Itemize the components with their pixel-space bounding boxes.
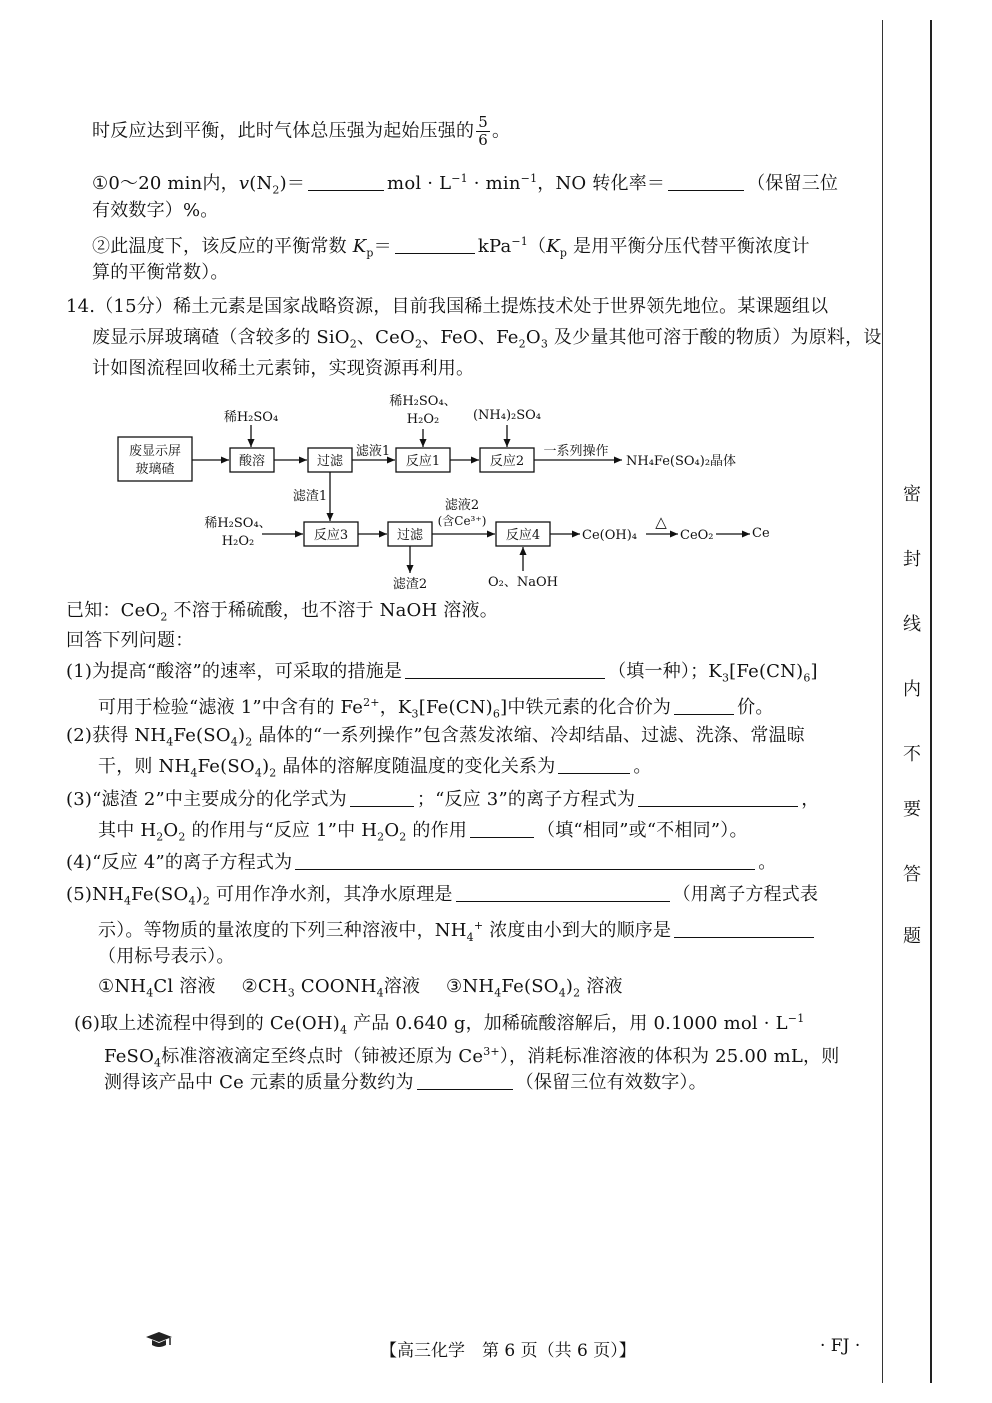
q13-equilibrium-line: 时反应达到平衡，此时气体总压强为起始压强的 $\frac{5}{6}$ 。 [92,113,511,149]
q14-intro-line2: 废显示屏玻璃碴（含较多的 SiO$_2$、CeO$_2$、FeO、$Fe_2O_3$ 及少量其他可溶于酸的物质）为原料，设 [92,327,882,351]
filter2-label: 过滤 [396,528,424,543]
sub-question-2-line2: 干，则 $NH_4Fe(SO_4)_2$ 晶体的溶解度随温度的变化关系为 。 [98,756,652,780]
r1-reagent-label-b: H₂O₂ [406,412,440,427]
r4-reagent-label: O₂、NaOH [488,575,558,590]
sub-question-5-options [98,974,623,1007]
ceoh4-label: Ce(OH)₄ [582,528,637,543]
reaction2-label: 反应2 [489,454,525,469]
seal-border-thin [882,20,883,1383]
q14-intro-line3: 计如图流程回收稀土元素铈，实现资源再利用。 [92,358,475,379]
process-flow-diagram [0,385,880,595]
sub-question-6-line3: 测得该产品中 Ce 元素的质量分数约为 （保留三位有效数字）。 [104,1072,707,1093]
answer-blank-5b[interactable] [674,919,814,938]
reaction1-label: 反应1 [405,454,441,469]
sub-question-5-line3: （用标号表示）。 [98,946,235,967]
pressure-fraction: $\frac{5}{6}$ [478,113,488,149]
q13-part2-line: ②此温度下，该反应的平衡常数 $K_p= kPa^{-1}(K_p$ 是用平衡分压代替平衡浓度计 [92,235,810,260]
acid-reagent-label: 稀H₂SO₄ [223,410,279,425]
sub-question-5-line2: 示）。等物质的量浓度的下列三种溶液中，$NH_4^+$ 浓度由小到大的顺序是 [98,913,817,951]
sub-question-6-line2: FeSO$_4$标准溶液滴定至终点时（铈被还原为 $Ce^{3+}$），消耗标准溶液的体积为 25.00 mL，则 [104,1045,840,1070]
footer-page-info: 【高三化学 第 6 页（共 6 页）】 [380,1341,636,1361]
r3-reagent-label-a: 稀H₂SO₄、 [204,516,272,531]
answer-blank-1b[interactable] [674,696,734,715]
answer-blank-kp[interactable] [395,235,475,254]
answer-blank-1a[interactable] [405,660,605,679]
option-1: $①NH_4Cl$ 溶液 [98,976,216,1000]
residue2-label: 滤渣2 [392,577,428,592]
graduation-cap-icon [144,1330,174,1350]
ceo2-label: CeO₂ [680,528,714,543]
r1-reagent-label-a: 稀H₂SO₄、 [389,394,457,409]
sub-question-6-line1: (6)取上述流程中得到的 $Ce(OH)_4$ 产品 0.640 g，加稀硫酸溶解后，用 0.1000 mol · $L^{-1}$ [74,1012,805,1037]
answer-blank-4[interactable] [295,851,755,870]
answer-blank-no-conversion[interactable] [668,172,744,191]
series-ops-label: 一系列操作 [543,444,609,459]
filtrate2-label-a: 滤液2 [444,498,480,513]
q13-part1-line2: 有效数字）%。 [92,200,219,221]
residue1-label: 滤渣1 [292,489,328,504]
answer-blank-6[interactable] [417,1071,513,1090]
sub-question-5-line1: $(5)NH_4Fe(SO_4)_2$ 可用作净水剂，其净水原理是 （用离子方程式表 [66,884,819,908]
answer-blank-3a[interactable] [350,788,414,807]
seal-border-thick [930,20,932,1383]
reaction4-label: 反应4 [505,528,541,543]
option-3: $③NH_4Fe(SO_4)_2$ 溶液 [446,976,623,1000]
q13-part2-line2: 算的平衡常数）。 [92,262,229,283]
answer-blank-vN2[interactable] [308,172,384,191]
answer-blank-3c[interactable] [470,819,534,838]
seal-char-2: 封 [903,549,921,570]
heat-symbol: △ [655,513,667,531]
seal-char-3: 线 [903,614,921,635]
filtrate1-label: 滤液1 [355,444,391,459]
answer-blank-3b[interactable] [638,788,798,807]
seal-char-1: 密 [903,484,921,505]
answer-prompt: 回答下列问题： [66,630,194,651]
q14-intro-line1: 14.（15分）稀土元素是国家战略资源，目前我国稀土提炼技术处于世界领先地位。某课题组以 [66,296,829,317]
r2-reagent-label: (NH₄)₂SO₄ [472,408,542,423]
start-label-2: 玻璃碴 [135,462,175,477]
sub-question-3-line1: (3)“滤渣 2”中主要成分的化学式为 ；“反应 3”的离子方程式为 ， [66,789,820,810]
known-condition: 已知：CeO$_2$ 不溶于稀硫酸，也不溶于 NaOH 溶液。 [66,600,498,624]
ce-label: Ce [752,526,770,541]
acid-dissolve-label: 酸溶 [238,454,266,469]
q13-part1-line: ①0～20 min内，$v(N_2)=$ mol · $L^{-1} \cdot \min^{-1}$，NO 转化率＝ （保留三位 [92,172,839,197]
seal-char-6: 要 [903,799,921,820]
start-label-1: 废显示屏 [128,444,182,459]
seal-char-7: 答 [903,864,921,885]
filter1-label: 过滤 [316,454,344,469]
footer-region-code: · FJ · [820,1336,861,1356]
filtrate2-label-b: (含Ce³⁺) [437,514,487,528]
crystal-product-label: NH₄Fe(SO₄)₂晶体 [626,454,737,469]
r3-reagent-label-b: H₂O₂ [221,534,255,549]
option-2: $②CH_3$ $COONH_4$溶液 [241,976,421,1000]
seal-char-8: 题 [903,926,921,947]
sub-question-1-line1: (1)为提高“酸溶”的速率，可采取的措施是 （填一种）；$K_3[Fe(CN)_6]$ [66,661,818,685]
reaction3-label: 反应3 [313,528,349,543]
seal-char-5: 不 [903,744,921,765]
sub-question-3-line2: 其中 $H_2O_2$ 的作用与“反应 1”中 $H_2O_2$ 的作用 （填“相同”或“不相同”）。 [98,820,748,844]
answer-blank-5a[interactable] [456,883,670,902]
sub-question-2-line1: (2)获得 $NH_4Fe(SO_4)_2$ 晶体的“一系列操作”包含蒸发浓缩、冷却结晶、过滤、洗涤、常温晾 [66,725,805,749]
seal-char-4: 内 [903,679,921,700]
answer-blank-2[interactable] [558,755,630,774]
sub-question-1-line2: 可用于检验“滤液 1”中含有的 $Fe^{2+}$，$K_3[Fe(CN)_6]$中铁元素的化合价为 价。 [98,696,774,721]
sub-question-4: (4)“反应 4”的离子方程式为 。 [66,852,777,873]
